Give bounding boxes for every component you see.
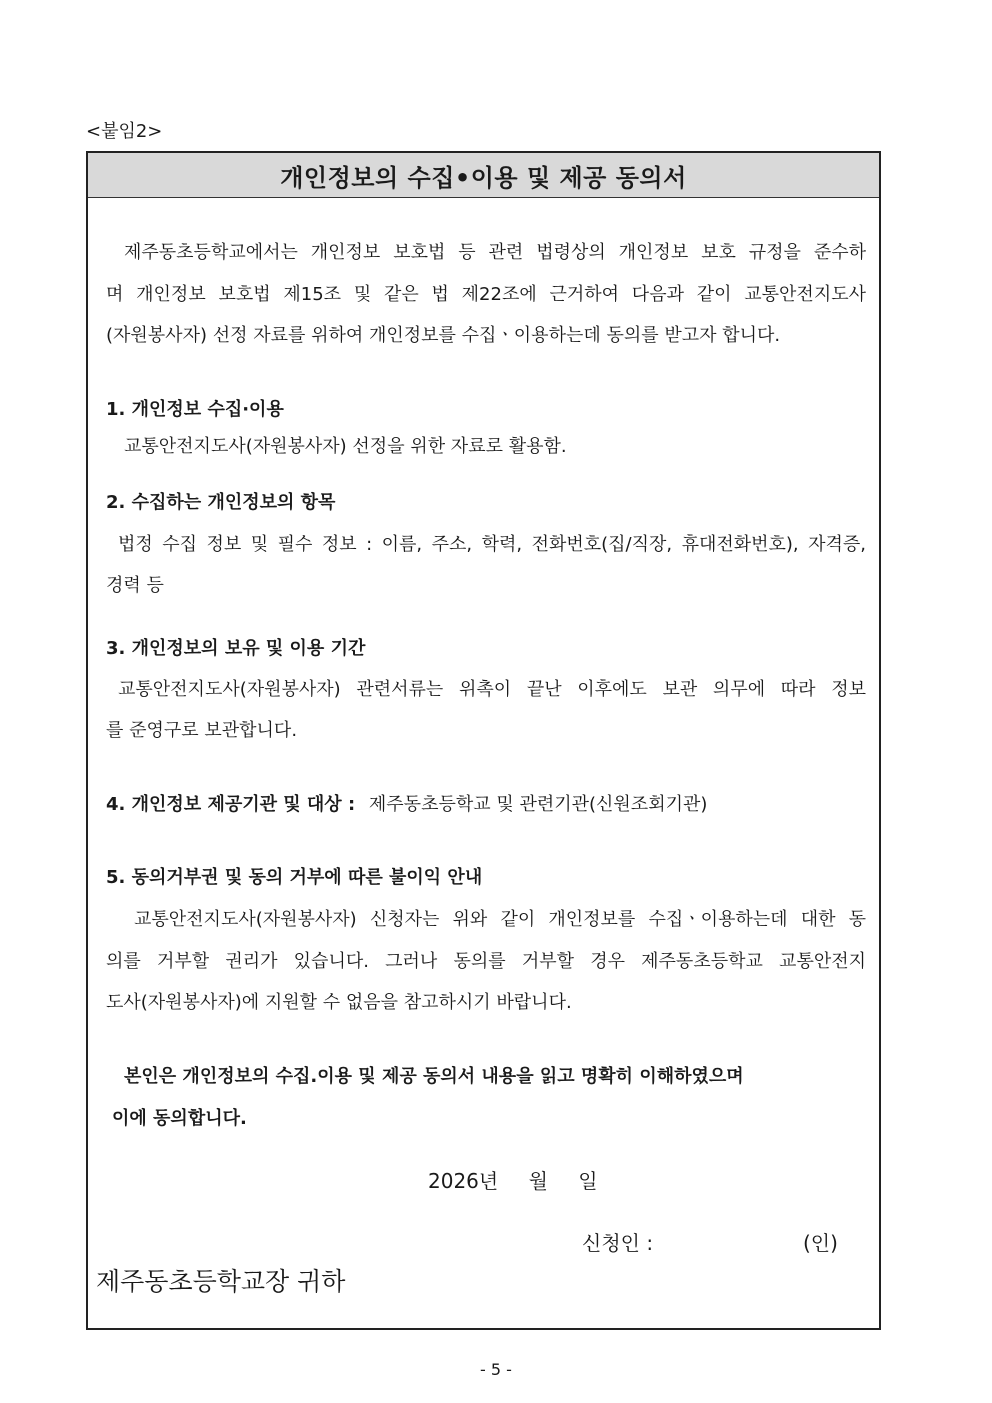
intro-line-2: 며 개인정보 보호법 제15조 및 같은 법 제22조에 근거하여 다음과 같이 교통안전지도사	[106, 284, 866, 305]
intro-line-3: (자원봉사자) 선정 자료를 위하여 개인정보를 수집ㆍ이용하는데 동의를 받고자 합니다.	[106, 325, 781, 346]
form-title: 개인정보의 수집•이용 및 제공 동의서	[88, 153, 879, 198]
consent-form	[86, 151, 881, 1330]
attachment-label: <붙임2>	[86, 121, 163, 142]
intro-line-1: 제주동초등학교에서는 개인정보 보호법 등 관련 법령상의 개인정보 보호 규정을 준수하	[124, 242, 866, 263]
section-5-body-3: 도사(자원봉사자)에 지원할 수 없음을 참고하시기 바랍니다.	[106, 992, 572, 1013]
section-1-body: 교통안전지도사(자원봉사자) 선정을 위한 자료로 활용함.	[124, 436, 567, 457]
consent-statement-1: 본인은 개인정보의 수집.이용 및 제공 동의서 내용을 읽고 명확히 이해하였으며	[124, 1066, 744, 1087]
section-3-body-1: 교통안전지도사(자원봉사자) 관련서류는 위촉이 끝난 이후에도 보관 의무에 따라 정보	[118, 679, 866, 700]
applicant-label: 신청인 :	[582, 1231, 654, 1255]
consent-statement-2: 이에 동의합니다.	[112, 1108, 247, 1129]
date-month: 월	[528, 1169, 548, 1193]
date-day: 일	[578, 1169, 598, 1193]
section-2-body-1: 법정 수집 정보 및 필수 정보 : 이름, 주소, 학력, 전화번호(집/직장, 휴대전화번호), 자격증,	[118, 534, 866, 555]
section-5-body-1: 교통안전지도사(자원봉사자) 신청자는 위와 같이 개인정보를 수집ㆍ이용하는데 대한 동	[134, 909, 866, 930]
section-2-body-2: 경력 등	[106, 575, 164, 596]
page-number: - 5 -	[480, 1360, 512, 1379]
section-3-body-2: 를 준영구로 보관합니다.	[106, 720, 298, 741]
date-line	[428, 1169, 598, 1193]
addressee: 제주동초등학교장 귀하	[96, 1267, 346, 1296]
seal-label: (인)	[803, 1231, 838, 1255]
section-4-row	[106, 793, 707, 817]
section-4-heading: 4. 개인정보 제공기관 및 대상 :	[106, 794, 356, 815]
section-4-value: 제주동초등학교 및 관련기관(신원조회기관)	[368, 794, 708, 815]
section-1-heading: 1. 개인정보 수집·이용	[106, 399, 284, 420]
section-3-heading: 3. 개인정보의 보유 및 이용 기간	[106, 638, 366, 659]
section-2-heading: 2. 수집하는 개인정보의 항목	[106, 492, 336, 513]
section-5-heading: 5. 동의거부권 및 동의 거부에 따른 불이익 안내	[106, 867, 483, 888]
date-year: 2026년	[428, 1169, 499, 1193]
section-5-body-2: 의를 거부할 권리가 있습니다. 그러나 동의를 거부할 경우 제주동초등학교 교통안전지	[106, 951, 866, 972]
